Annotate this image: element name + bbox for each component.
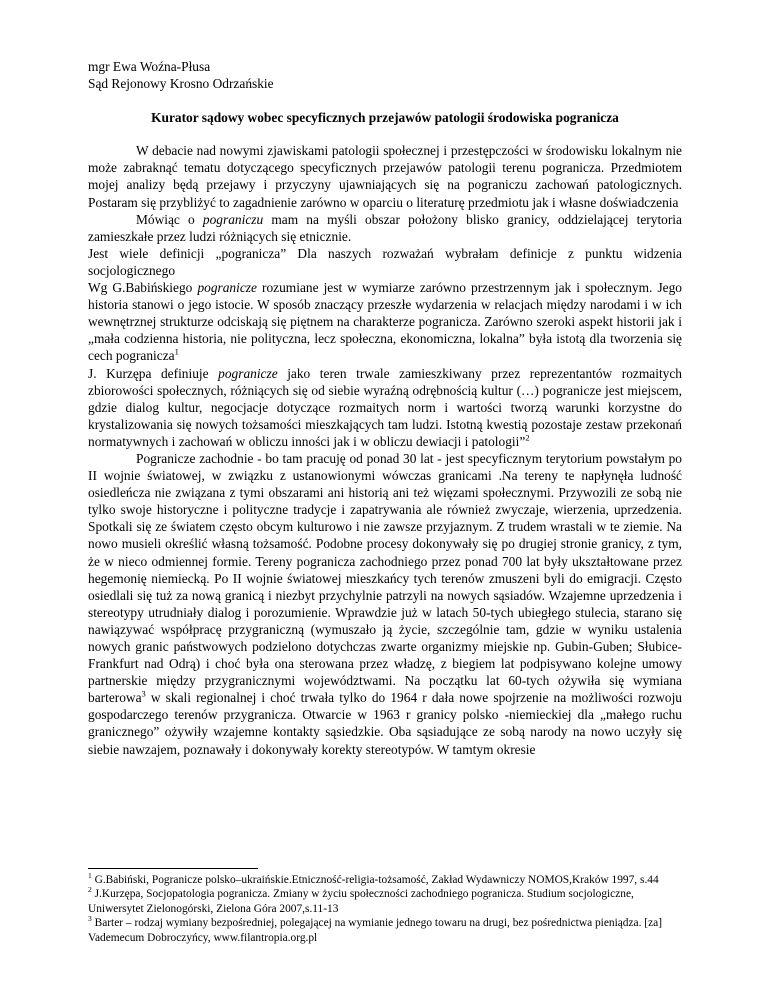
footnote-separator xyxy=(88,868,258,869)
paragraph-6 xyxy=(88,450,682,758)
paragraph-2-post: mam na myśli obszar położony blisko granicy, oddzielającej terytoria zamieszkałe przez ludzi różniących się etnicznie. xyxy=(88,211,682,244)
footnote-ref-2: 2 xyxy=(525,432,530,443)
paragraph-4-emphasis: pogranicze xyxy=(197,280,257,296)
author-name: mgr Ewa Woźna-Płusa xyxy=(88,59,211,74)
paragraph-4-pre: Wg G.Babińskiego xyxy=(88,280,198,296)
paragraph-6-pre: Pogranicze zachodnie - bo tam pracuję od ponad 30 lat - jest specyficznym terytorium powstałym po II wojnie światowej, w związku z ustanowionymi wówczas granicami .Na tereny te napłynęła ludność osiedleńcza nie związana z tymi obszarami ani historią ani też więzami społecznymi. Przywozili ze sobą nie tylko swoje historyczne i polityczne tradycje i zapatrywania ale również zwyczaje, wierzenia, uprzedzenia. Spotkali się ze światem często obcym kulturowo i nie zawsze przyjaznym. Z trudem wrastali w te ziemie. Na nowo musieli określić własną tożsamość. Podobne procesy dokonywały się po drugiej stronie granicy, z tym, że w nieco odmiennej formie. Tereny pogranicza zachodniego przez ponad 700 lat były ukształtowane przez hegemonię niemiecką. Po II wojnie światowej mieszkańcy tych terenów zmuszeni byli do emigracji. Często osiedlali się tuż za nową granicą i niezbyt przychylnie patrzyli na nowych sąsiadów. Wzajemne uprzedzenia i stereotypy utrudniały dialog i porozumienie. Wprawdzie już w latach 50-tych ubiegłego stulecia, starano się nawiązywać współpracę przygraniczną (wymuszało ją życie, szczególnie tam, gdzie w wyniku ustalenia nowych granic państwowych podzielono dotychczas zwarte organizmy miejskie np. Gubin-Guben; Słubice-Frankfurt nad Odrą) i choć była ona sterowana przez władzę, z biegiem lat podpisywano kolejne umowy partnerskie między przygranicznymi województwami. Na początku lat 60-tych ożywiła się wymiana barterowa xyxy=(88,450,682,706)
document-title: Kurator sądowy wobec specyficznych przejawów patologii środowiska pogranicza xyxy=(151,110,619,126)
author-institution: Sąd Rejonowy Krosno Odrzańskie xyxy=(88,76,274,92)
paragraph-5-emphasis: pogranicze xyxy=(218,365,278,381)
footnote-1 xyxy=(88,873,682,887)
footnote-2-text: J.Kurzępa, Socjopatologia pogranicza. Zmiany w życiu społeczności zachodniego pogranicza. Studium socjologiczne, Uniwersytet Zielonogórski, Zielona Góra 2007,s.11-13 xyxy=(88,888,634,915)
footnote-ref-3: 3 xyxy=(141,688,146,699)
paragraph-5-post: jako teren trwale zamieszkiwany przez reprezentantów rozmaitych zbiorowości społecznych, różniących się od siebie wyraźną odrębnością kultur (…) pogranicze jest miejscem, gdzie dialog kultur, negocjacje dotyczące rozmaitych norm i wartości tworzą warunki korzystne do krystalizowania się nowych tożsamości mieszkających tam ludzi. Istotną kwestią pozostaje zestaw przekonań normatywnych i zachowań w obliczu inności jak i w obliczu dewiacji i patologii” xyxy=(88,365,683,449)
paragraph-4-post: rozumiane jest w wymiarze zarówno przestrzennym jak i społecznym. Jego historia stanowi o jego istocie. W sposób znaczący przeszłe wydarzenia w relacjach między narodami i w ich wewnętrznej strukturze odciskają się piętnem na charakterze pogranicza. Zarówno szeroki aspekt historii jak i „mała codzienna historia, nie polityczna, lecz społeczna, ekonomiczna, lokalna” była istotą dla tworzenia się cech pogranicza xyxy=(88,280,682,364)
footnote-3-text: Barter – rodzaj wymiany bezpośredniej, polegającej na wymianie jednego towaru na drugi, bez pośrednictwa pieniądza. [za] Vademecum Dobroczyńcy, www.filantropia.org.pl xyxy=(88,917,662,944)
footnote-ref-1: 1 xyxy=(174,346,179,357)
paragraph-4 xyxy=(88,279,682,364)
footnote-1-text: G.Babiński, Pogranicze polsko–ukraińskie.Etniczność-religia-tożsamość, Zakład Wydawniczy NOMOS,Kraków 1997, s.44 xyxy=(91,874,659,886)
paragraph-5-pre: J. Kurzępa definiuje xyxy=(88,365,219,381)
paragraph-2-pre: Mówiąc o xyxy=(136,211,203,227)
footnote-3-number: 3 xyxy=(88,914,92,924)
paragraph-1: W debacie nad nowymi zjawiskami patologii społecznej i przestępczości w środowisku lokalnym nie może zabraknąć tematu dotyczącego specyficznych przejawów patologii terenu pogranicza. Przedmiotem mojej analizy będą przejawy i przyczyny ujawniających się na pograniczu zachowań patologicznych. Postaram się przybliżyć to zagadnienie zarówno w oparciu o literaturę przedmiotu jak i własne doświadczenia xyxy=(88,143,682,210)
footnote-2-number: 2 xyxy=(88,885,92,895)
paragraph-5 xyxy=(88,365,682,450)
paragraph-3: Jest wiele definicji „pogranicza” Dla naszych rozważań wybrałam definicje z punktu widzenia socjologicznego xyxy=(88,245,682,278)
paragraph-6-post: w skali regionalnej i choć trwała tylko do 1964 r dała nowe spojrzenie na możliwości rozwoju gospodarczego terenów przygranicza. Otwarcie w 1963 r granicy polsko -niemieckiej dla „małego ruchu granicznego” ożywiły wzajemne kontakty sąsiedzkie. Oba sąsiadujące ze sobą narody na nowo uczyły się siebie nawzajem, poznawały i dokonywały korekty stereotypów. W tamtym okresie xyxy=(88,690,682,757)
footnote-3 xyxy=(88,916,682,945)
document-page xyxy=(88,58,682,758)
footnote-1-number: 1 xyxy=(88,871,92,881)
paragraph-2 xyxy=(88,211,682,245)
footnote-2 xyxy=(88,887,682,916)
footnotes-section xyxy=(88,868,682,945)
paragraph-2-emphasis: pograniczu xyxy=(202,211,264,227)
